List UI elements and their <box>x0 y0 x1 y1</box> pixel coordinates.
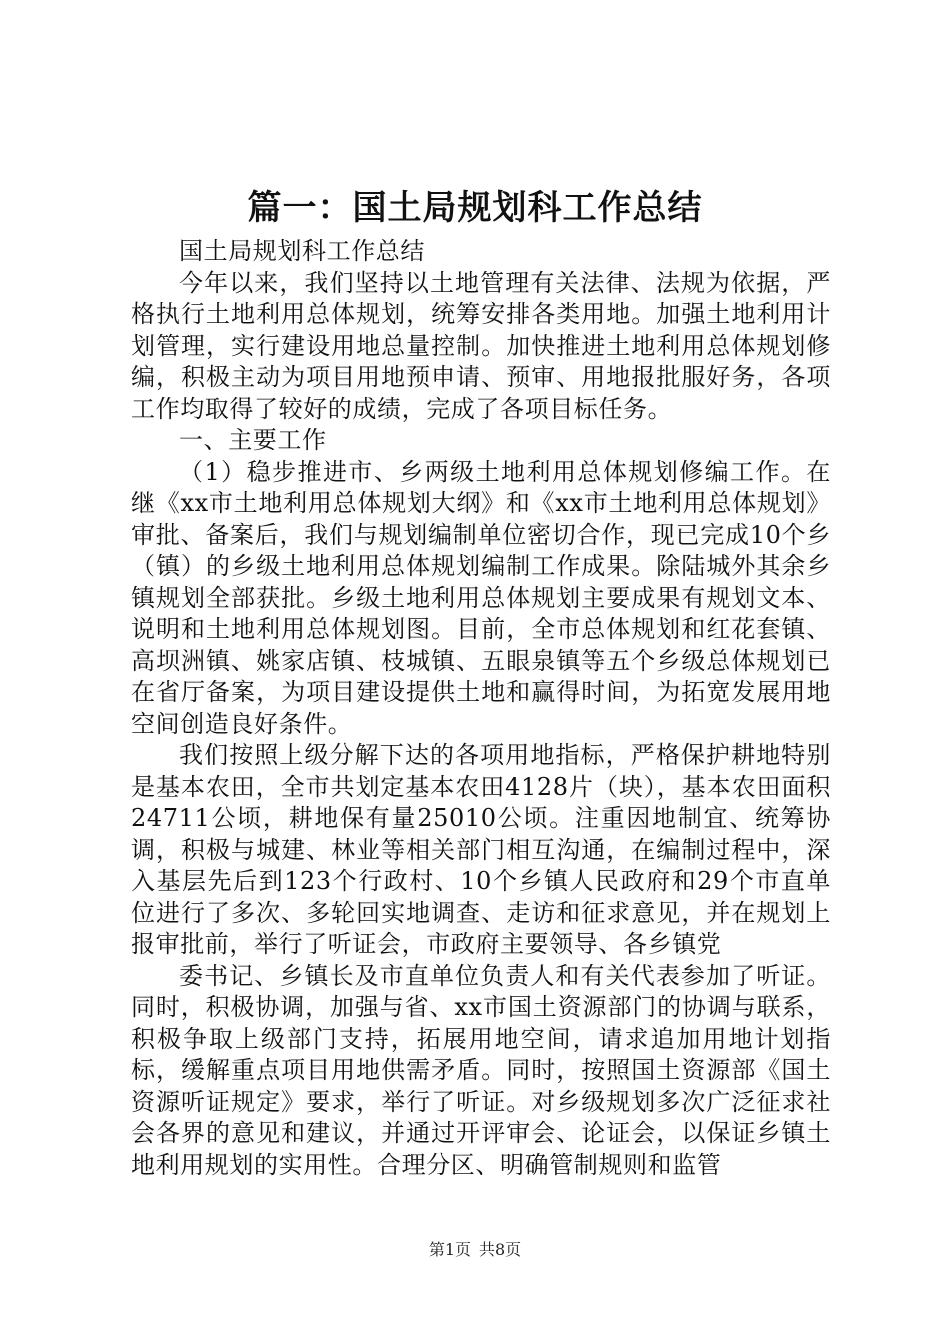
paragraph-subtitle: 国土局规划科工作总结 <box>179 237 425 265</box>
document-title: 篇一：国土局规划科工作总结 <box>247 188 703 228</box>
paragraph-planning-revision: （1）稳步推进市、乡两级土地利用总体规划修编工作。在继《xx市土地利用总体规划大纲》和《xx市土地利用总体规划》审批、备案后，我们与规划编制单位密切合作，现已完成10个乡（镇）的乡级土地利用总体规划编制工作成果。除陆城外其余乡镇规划全部获批。乡级土地利用总体规划主要成果有规划文本、说明和土地利用总体规划图。目前，全市总体规划和红花套镇、高坝洲镇、姚家店镇、枝城镇、五眼泉镇等五个乡级总体规划已在省厅备案，为项目建设提供土地和赢得时间，为拓宽发展用地空间创造良好条件。 <box>131 457 831 738</box>
paragraph-farmland-protection: 我们按照上级分解下达的各项用地指标，严格保护耕地特别是基本农田，全市共划定基本农田4128片（块），基本农田面积24711公顷，耕地保有量25010公顷。注重因地制宜、统筹协调，积极与城建、林业等相关部门相互沟通，在编制过程中，深入基层先后到123个行政村、10个乡镇人民政府和29个市直单位进行了多次、多轮回实地调查、走访和征求意见，并在规划上报审批前，举行了听证会，市政府主要领导、各乡镇党 <box>131 741 831 958</box>
section-heading-main-work: 一、主要工作 <box>179 426 327 454</box>
paragraph-hearing-coordination: 委书记、乡镇长及市直单位负责人和有关代表参加了听证。同时，积极协调，加强与省、xx市国土资源部门的协调与联系，积极争取上级部门支持，拓展用地空间，请求追加用地计划指标，缓解重点项目用地供需矛盾。同时，按照国土资源部《国土资源听证规定》要求，举行了听证。对乡级规划多次广泛征求社会各界的意见和建议，并通过开评审会、论证会，以保证乡镇土地利用规划的实用性。合理分区、明确管制规则和监管 <box>131 961 831 1179</box>
paragraph-intro: 今年以来，我们坚持以土地管理有关法律、法规为依据，严格执行土地利用总体规划，统筹安排各类用地。加强土地利用计划管理，实行建设用地总量控制。加快推进土地利用总体规划修编，积极主动为项目用地预申请、预审、用地报批服好务，各项工作均取得了较好的成绩，完成了各项目标任务。 <box>131 268 831 423</box>
page-number: 第1页 <box>428 1240 471 1259</box>
page-footer <box>0 1240 950 1260</box>
document-body <box>131 236 831 1181</box>
page-total: 共8页 <box>479 1240 522 1259</box>
